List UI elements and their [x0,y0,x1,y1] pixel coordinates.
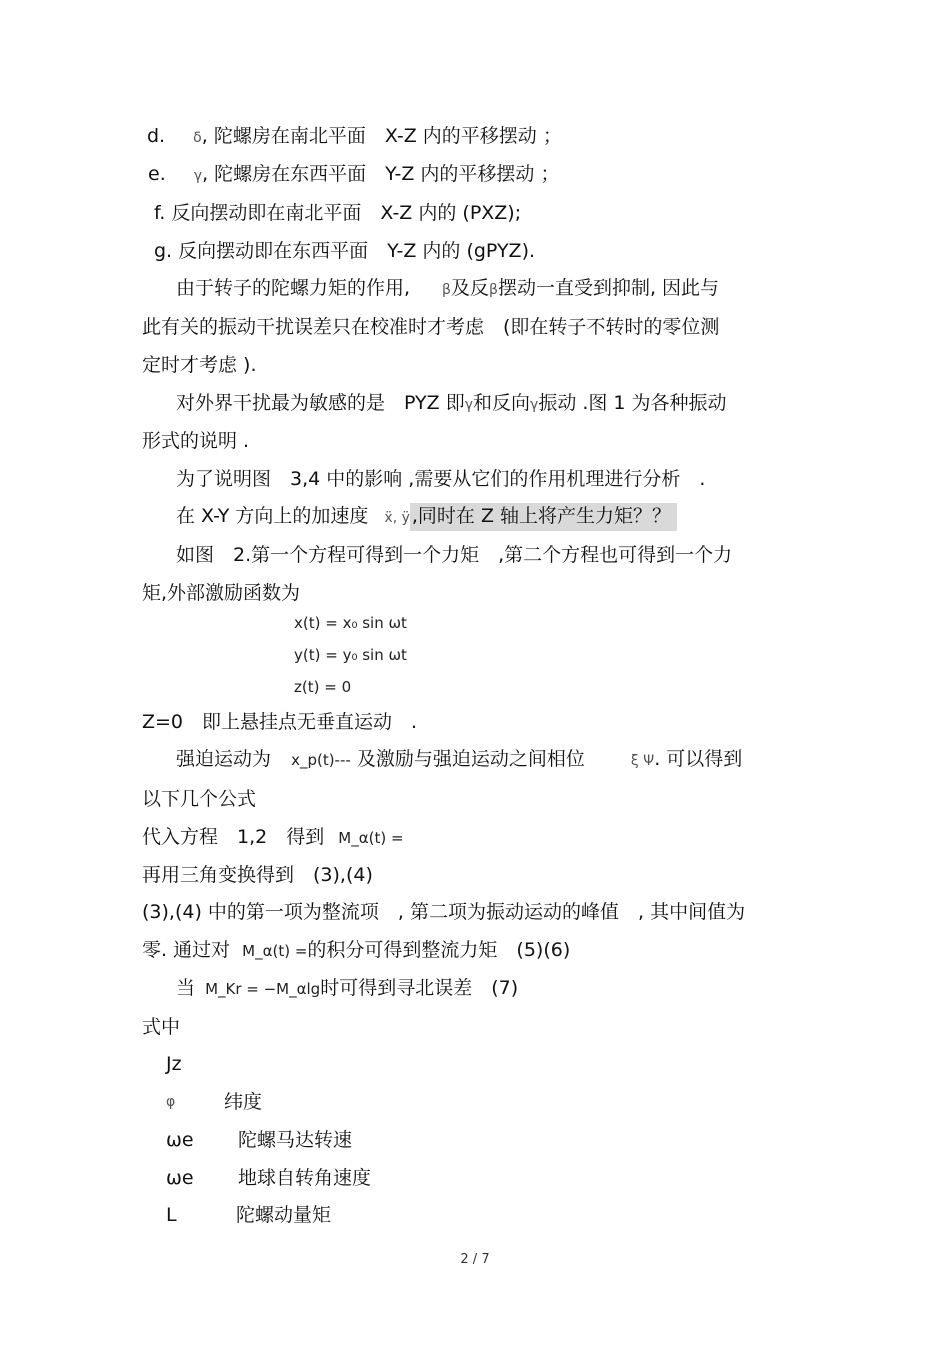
symbol-omega-earth: ωe [166,1167,194,1189]
acceleration-symbols: ẍ, ÿ [384,510,410,526]
symbol-jz: Jz [166,1053,182,1075]
list-label: e. [148,163,166,185]
paragraph-6-line-1: 强迫运动为 x_p(t)--- 及激励与强迫运动之间相位 ξ Ψ. 可以得到 [176,747,742,773]
symbol-phi: φ [166,1094,176,1110]
paragraph-1-line-2: 此有关的振动干扰误差只在校准时才考虑 (即在转子不转时的零位测 [142,316,720,338]
list-text: , 陀螺房在南北平面 X-Z 内的平移摆动 ； [201,125,562,147]
list-item-d [147,124,562,150]
north-error-formula: M_Kr = −M_αlg [205,980,321,998]
paragraph-9-line-1: (3),(4) 中的第一项为整流项 , 第二项为振动运动的峰值 , 其中间值为 [142,901,746,923]
forced-motion-formula: x_p(t)--- [291,751,351,769]
gamma-symbol: γ [193,168,203,184]
paragraph-8: 再用三角变换得到 (3),(4) [142,864,373,886]
symbol-omega-motor: ωe [166,1129,194,1151]
list-item-e [148,162,559,188]
paragraph-2-line-2: 形式的说明 . [142,430,250,452]
paragraph-9-line-2: 零. 通过对 M_α(t) =的积分可得到整流力矩 (5)(6) [142,939,571,961]
where-label: 式中 [142,1016,181,1038]
page-number: 2 / 7 [460,1252,490,1267]
equation-x: x(t) = x₀ sin ωt [294,614,407,632]
paragraph-1-line-3: 定时才考虑 ). [142,354,257,376]
beta-symbol: β [489,282,498,298]
symbol-phi-desc: 纬度 [224,1091,263,1113]
list-item-g: g. 反向摆动即在东西平面 Y-Z 内的 (gPYZ). [154,240,536,262]
symbol-l: L [166,1204,177,1226]
paragraph-2-line-1: 对外界干扰最为敏感的是 PYZ 即γ和反向γ振动 .图 1 为各种振动 [176,391,727,417]
z-zero-line: Z=0 即上悬挂点无垂直运动 . [142,711,418,733]
equation-y: y(t) = y₀ sin ωt [294,646,407,664]
paragraph-6-line-2: 以下几个公式 [142,788,257,810]
beta-symbol: β [442,282,451,298]
gamma-symbol: γ [530,397,539,413]
list-label: d. [147,125,166,147]
paragraph-1-line-1: 由于转子的陀螺力矩的作用, β及反β摆动一直受到抑制, 因此与 [176,276,719,302]
equation-z: z(t) = 0 [294,678,352,696]
paragraph-5-line-2: 矩,外部激励函数为 [142,582,301,604]
delta-symbol: δ [193,130,202,146]
gamma-symbol: γ [464,397,473,413]
symbol-omega-motor-desc: 陀螺马达转速 [238,1129,353,1151]
phase-symbols: ξ Ψ [630,753,655,769]
highlighted-text: ,同时在 Z 轴上将产生力矩？？ [410,503,677,531]
paragraph-10: 当 M_Kr = −M_αlg时可得到寻北误差 (7) [176,977,519,999]
symbol-omega-earth-desc: 地球自转角速度 [238,1167,372,1189]
list-item-f: f. 反向摆动即在南北平面 X-Z 内的 (PXZ); [154,202,522,224]
list-text: , 陀螺房在东西平面 Y-Z 内的平移摆动 ； [202,163,560,185]
symbol-l-desc: 陀螺动量矩 [236,1204,332,1226]
paragraph-4: 在 X-Y 方向上的加速度 ẍ, ÿ ,同时在 Z 轴上将产生力矩？？ [176,504,677,530]
paragraph-7: 代入方程 1,2 得到 M_α(t) = [142,826,404,848]
paragraph-5-line-1: 如图 2.第一个方程可得到一个力矩 ,第二个方程也可得到一个力 [176,544,733,566]
moment-formula: M_α(t) = [338,829,404,847]
paragraph-3: 为了说明图 3,4 中的影响 ,需要从它们的作用机理进行分析 . [176,468,706,490]
moment-formula: M_α(t) = [242,942,308,960]
